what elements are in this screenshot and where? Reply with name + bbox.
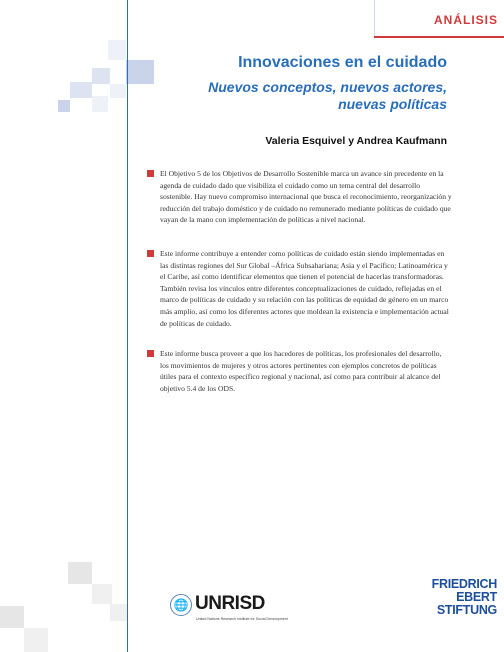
- vertical-rule: [127, 0, 128, 652]
- bullet-square-icon: [147, 170, 154, 177]
- decor-square: [68, 562, 92, 584]
- fes-logo-line: EBERT: [456, 590, 497, 604]
- paragraph-text: Este informe contribuye a entender como políticas de cuidado están siendo implementadas en las distintas regiones del Sur Global –África Subsahariana; Asia y el Pacífico; Latinoamérica y el Caribe, así como identificar elementos que tienen el potencial de hacerlas transformadoras. También revisa los vínculos entre diferentes conceptualizaciones de cuidado, reflejadas en el marco de políticas de cuidado y su relación con las políticas de equidad de género en un marco más amplio, así como los diferentes actores que moldean la existencia e implementación actual de políticas de cuidado.: [160, 249, 449, 328]
- decor-square: [110, 84, 126, 98]
- bullet-square-icon: [147, 250, 154, 257]
- section-tag-rule: [374, 36, 504, 38]
- decor-square: [126, 60, 154, 84]
- section-tag: ANÁLISIS: [433, 13, 498, 27]
- decor-square: [92, 96, 108, 112]
- paragraph-text: El Objetivo 5 de los Objetivos de Desarrollo Sostenible marca un avance sin precedente en la agenda de cuidado dado que visibiliza el cuidado como un tema central del desarrollo sostenible. Hay nuevo compromiso internacional que busca el reconocimiento, reorganización y reducción del trabajo doméstico y de cuidado no remunerado mediante políticas de cuidado que vayan de la mano con implementación de políticas a nivel nacional.: [160, 169, 452, 225]
- unrisd-tagline: United Nations Research Institute for Social Development: [196, 617, 288, 621]
- unrisd-logo: [170, 593, 290, 625]
- summary-paragraph: [160, 348, 452, 394]
- summary-paragraph: [160, 168, 452, 226]
- decor-square: [92, 584, 112, 604]
- decor-square: [110, 604, 127, 621]
- decor-square: [58, 100, 70, 112]
- decor-square: [92, 68, 110, 84]
- document-subtitle: Nuevos conceptos, nuevos actores, nuevas políticas: [208, 79, 447, 112]
- paragraph-text: Este informe busca proveer a que los hacedores de políticas, los profesionales del desarrollo, los movimientos de mujeres y otros actores pertinentes con ejemplos concretos de políticas útiles para el contexto específico regional y nacional, así como para contribuir al alcance del objetivo 5.4 de los ODS.: [160, 349, 442, 393]
- decor-square: [0, 606, 24, 628]
- fes-logo-line: STIFTUNG: [436, 603, 497, 617]
- decor-square: [108, 40, 126, 60]
- section-tag-band: [374, 0, 504, 38]
- fes-logo: [385, 578, 497, 617]
- decor-square: [70, 82, 92, 98]
- left-margin-column: [0, 0, 127, 652]
- decor-square: [24, 628, 48, 652]
- unrisd-wordmark: UNRISD: [195, 593, 265, 614]
- bullet-square-icon: [147, 350, 154, 357]
- authors: Valeria Esquivel y Andrea Kaufmann: [265, 135, 447, 147]
- un-emblem-icon: 🌐: [170, 594, 192, 616]
- summary-paragraph: [160, 248, 452, 329]
- fes-logo-line: FRIEDRICH: [431, 577, 497, 591]
- document-title: Innovaciones en el cuidado: [238, 54, 447, 71]
